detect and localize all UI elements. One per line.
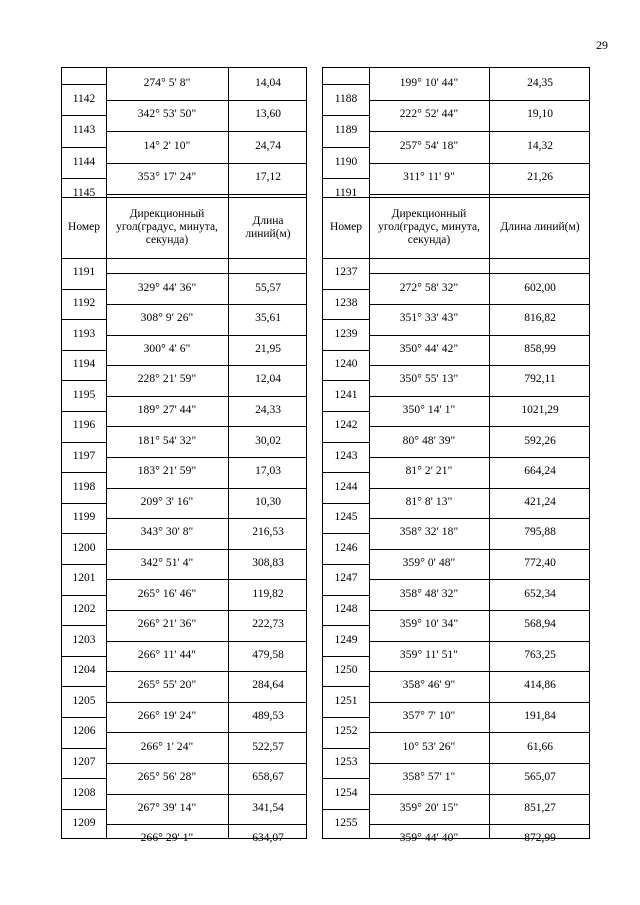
segment-angle: 359° 10' 34" <box>399 618 459 631</box>
top-length: 13,60 <box>255 108 281 121</box>
segment-divider <box>106 426 306 427</box>
segment-angle: 308° 9' 26" <box>140 312 194 325</box>
point-divider <box>62 380 106 381</box>
point-divider <box>62 533 106 534</box>
segment-divider <box>106 273 306 274</box>
column-divider <box>369 68 370 838</box>
segment-angle: 183° 21' 59" <box>137 465 197 478</box>
segment-angle: 10° 53' 26" <box>402 740 456 753</box>
segment-divider <box>369 457 589 458</box>
point-divider <box>323 778 369 779</box>
top-length: 17,12 <box>255 171 281 184</box>
segment-angle: 265° 56' 28" <box>137 771 197 784</box>
point-number: 1191 <box>72 266 96 279</box>
point-number: 1240 <box>334 358 358 371</box>
point-number: 1244 <box>334 480 358 493</box>
segment-divider <box>369 396 589 397</box>
segment-length: 21,95 <box>255 342 281 355</box>
point-number: 1143 <box>72 124 96 136</box>
segment-angle: 358° 48' 32" <box>399 587 459 600</box>
segment-divider <box>106 457 306 458</box>
segment-divider <box>369 335 589 336</box>
segment-length: 772,40 <box>524 557 556 569</box>
segment-divider <box>106 488 306 489</box>
point-number: 1201 <box>72 572 96 585</box>
segment-length: 24,33 <box>255 404 281 416</box>
segment-length: 10,30 <box>255 495 281 508</box>
segment-angle: 266° 21' 36" <box>137 618 197 631</box>
point-divider <box>323 178 369 179</box>
point-number: 1142 <box>72 92 96 105</box>
point-number: 1204 <box>72 664 96 677</box>
segment-divider <box>106 671 306 672</box>
top-angle: 353° 17' 24" <box>137 171 197 184</box>
segment-length: 308,83 <box>252 557 284 569</box>
segment-length: 61,66 <box>527 740 553 753</box>
segment-divider <box>369 794 589 795</box>
segment-divider <box>106 549 306 550</box>
top-length: 24,74 <box>255 139 281 152</box>
segment-angle: 80° 48' 39" <box>402 434 456 447</box>
point-number: 1246 <box>334 541 358 554</box>
segment-length: 479,58 <box>252 648 284 661</box>
segment-length: 634,07 <box>252 832 284 845</box>
point-divider <box>323 380 369 381</box>
point-number: 1241 <box>334 388 358 401</box>
segment-divider <box>369 579 589 580</box>
column-divider <box>489 68 490 838</box>
segment-angle: 189° 27' 44" <box>137 404 197 416</box>
top-angle: 14° 2' 10" <box>143 139 191 152</box>
segment-length: 568,94 <box>524 618 556 631</box>
segment-length: 592,26 <box>524 434 556 447</box>
left-coordinates-table <box>61 67 307 845</box>
segment-angle: 359° 20' 15" <box>399 801 459 814</box>
segment-divider <box>369 365 589 366</box>
point-divider <box>323 503 369 504</box>
segment-length: 652,34 <box>524 587 556 600</box>
segment-divider <box>369 732 589 733</box>
point-divider <box>323 717 369 718</box>
segment-divider <box>369 518 589 519</box>
header-angle: Дирекционный угол(градус, минута, секунда) <box>116 208 218 246</box>
point-number: 1205 <box>72 694 96 707</box>
point-divider <box>62 289 106 290</box>
point-number: 1190 <box>334 155 358 168</box>
segment-divider <box>106 579 306 580</box>
point-number: 1245 <box>334 511 358 524</box>
top-length: 21,26 <box>527 171 553 184</box>
point-number: 1145 <box>72 187 96 199</box>
segment-divider <box>106 131 306 132</box>
segment-divider <box>106 702 306 703</box>
point-divider <box>323 564 369 565</box>
segment-angle: 351° 33' 43" <box>399 312 459 325</box>
point-number: 1189 <box>334 124 358 136</box>
top-length: 24,35 <box>527 76 553 89</box>
segment-divider <box>369 304 589 305</box>
point-number: 1192 <box>72 296 96 309</box>
point-number: 1199 <box>72 511 96 524</box>
segment-length: 222,73 <box>252 618 284 631</box>
point-number: 1209 <box>72 817 96 830</box>
segment-length: 414,86 <box>524 679 556 692</box>
point-divider <box>323 115 369 116</box>
column-divider <box>228 68 229 838</box>
point-divider <box>62 319 106 320</box>
segment-angle: 81° 8' 13" <box>405 495 453 508</box>
segment-angle: 329° 44' 36" <box>137 281 197 294</box>
point-divider <box>323 686 369 687</box>
segment-divider <box>369 131 589 132</box>
segment-divider <box>106 794 306 795</box>
point-number: 1195 <box>72 388 96 401</box>
point-divider <box>323 319 369 320</box>
segment-divider <box>369 549 589 550</box>
segment-length: 35,61 <box>255 312 281 325</box>
column-divider <box>106 68 107 838</box>
segment-divider <box>106 335 306 336</box>
point-divider <box>62 411 106 412</box>
segment-angle: 181° 54' 32" <box>137 434 197 447</box>
point-divider <box>62 178 106 179</box>
point-number: 1255 <box>334 817 358 830</box>
point-divider <box>323 350 369 351</box>
point-number: 1144 <box>72 155 96 168</box>
segment-divider <box>369 163 589 164</box>
point-divider <box>323 289 369 290</box>
segment-length: 664,24 <box>524 465 556 478</box>
segment-length: 421,24 <box>524 495 556 508</box>
segment-divider <box>106 763 306 764</box>
segment-angle: 343° 30' 8" <box>140 526 194 539</box>
point-divider <box>323 442 369 443</box>
point-number: 1252 <box>334 725 358 738</box>
point-number: 1242 <box>334 419 358 432</box>
segment-angle: 359° 11' 51" <box>399 648 459 661</box>
segment-divider <box>106 518 306 519</box>
header-number: Номер <box>330 221 362 233</box>
point-number: 1206 <box>72 725 96 738</box>
top-angle: 257° 54' 18" <box>399 139 459 152</box>
point-divider <box>62 503 106 504</box>
segment-length: 795,88 <box>524 526 556 539</box>
point-number: 1202 <box>72 602 96 615</box>
segment-length: 191,84 <box>524 710 556 722</box>
segment-angle: 267° 39' 14" <box>137 801 197 814</box>
top-length: 14,04 <box>255 76 281 89</box>
segment-length: 858,99 <box>524 342 556 355</box>
segment-angle: 272° 58' 32" <box>399 281 459 294</box>
point-divider <box>323 472 369 473</box>
segment-angle: 300° 4' 6" <box>143 342 191 355</box>
point-divider <box>323 84 369 85</box>
point-number: 1253 <box>334 755 358 768</box>
top-angle: 199° 10' 44" <box>399 76 459 89</box>
point-divider <box>62 564 106 565</box>
point-divider <box>323 656 369 657</box>
point-number: 1198 <box>72 480 96 493</box>
point-number: 1254 <box>334 786 358 799</box>
segment-length: 522,57 <box>252 740 284 753</box>
segment-length: 602,00 <box>524 281 556 294</box>
segment-length: 851,27 <box>524 801 556 814</box>
segment-divider <box>369 488 589 489</box>
segment-divider <box>369 610 589 611</box>
segment-divider <box>369 671 589 672</box>
point-number: 1208 <box>72 786 96 799</box>
segment-length: 1021,29 <box>521 404 559 416</box>
segment-length: 12,04 <box>255 373 281 386</box>
top-length: 19,10 <box>527 108 553 121</box>
segment-angle: 265° 16' 46" <box>137 587 197 600</box>
segment-angle: 350° 14' 1" <box>402 404 456 416</box>
segment-angle: 359° 44' 40" <box>399 832 459 845</box>
segment-divider <box>369 273 589 274</box>
point-divider <box>323 625 369 626</box>
point-divider <box>62 350 106 351</box>
point-number: 1250 <box>334 664 358 677</box>
page-number: 29 <box>596 38 608 52</box>
point-number: 1238 <box>334 296 358 309</box>
point-number: 1239 <box>334 327 358 340</box>
point-divider <box>323 809 369 810</box>
point-number: 1197 <box>72 449 96 462</box>
segment-angle: 357° 7' 10" <box>402 710 456 722</box>
segment-divider <box>106 824 306 825</box>
point-divider <box>62 147 106 148</box>
point-divider <box>323 147 369 148</box>
segment-divider <box>369 702 589 703</box>
point-number: 1243 <box>334 449 358 462</box>
point-number: 1196 <box>72 419 96 432</box>
point-divider <box>62 442 106 443</box>
top-angle: 274° 5' 8" <box>143 76 191 89</box>
point-divider <box>62 625 106 626</box>
point-divider <box>323 595 369 596</box>
segment-length: 763,25 <box>524 648 556 661</box>
point-number: 1249 <box>334 633 358 646</box>
point-number: 1207 <box>72 755 96 768</box>
segment-length: 284,64 <box>252 679 284 692</box>
segment-divider <box>106 641 306 642</box>
segment-length: 341,54 <box>252 801 284 814</box>
segment-divider <box>369 641 589 642</box>
point-number: 1251 <box>334 694 358 707</box>
segment-angle: 342° 51' 4" <box>140 557 194 569</box>
segment-length: 489,53 <box>252 710 284 722</box>
segment-divider <box>369 763 589 764</box>
segment-divider <box>106 732 306 733</box>
segment-length: 17,03 <box>255 465 281 478</box>
segment-angle: 350° 44' 42" <box>399 342 459 355</box>
segment-angle: 350° 55' 13" <box>399 373 459 386</box>
segment-divider <box>106 396 306 397</box>
right-coordinates-table <box>322 67 590 845</box>
segment-angle: 358° 57' 1" <box>402 771 456 784</box>
segment-divider <box>106 194 306 195</box>
point-divider <box>62 809 106 810</box>
segment-divider <box>369 426 589 427</box>
segment-divider <box>106 610 306 611</box>
header-number: Номер <box>68 221 100 233</box>
segment-length: 565,07 <box>524 771 556 784</box>
point-number: 1191 <box>334 187 358 199</box>
point-number: 1200 <box>72 541 96 554</box>
top-angle: 311° 11' 9" <box>403 171 455 184</box>
point-divider <box>62 115 106 116</box>
segment-angle: 209° 3' 16" <box>140 495 194 508</box>
segment-angle: 358° 32' 18" <box>399 526 459 539</box>
top-angle: 222° 52' 44" <box>399 108 459 121</box>
segment-length: 792,11 <box>524 373 556 386</box>
segment-length: 658,67 <box>252 771 284 784</box>
segment-length: 119,82 <box>252 587 284 600</box>
segment-length: 30,02 <box>255 434 281 447</box>
header-length: Длина линий(м) <box>245 214 291 240</box>
segment-length: 872,99 <box>524 832 556 845</box>
point-divider <box>62 595 106 596</box>
segment-divider <box>106 163 306 164</box>
top-angle: 342° 53' 50" <box>137 108 197 121</box>
segment-length: 816,82 <box>524 312 556 325</box>
point-number: 1237 <box>334 266 358 279</box>
header-length: Длина линий(м) <box>500 221 580 233</box>
point-divider <box>62 472 106 473</box>
top-length: 14,32 <box>527 139 553 152</box>
point-number: 1193 <box>72 327 96 340</box>
point-divider <box>62 686 106 687</box>
segment-angle: 266° 29' 1" <box>140 832 194 845</box>
point-divider <box>62 778 106 779</box>
point-number: 1247 <box>334 572 358 585</box>
point-divider <box>323 411 369 412</box>
header-angle: Дирекционный угол(градус, минута, секунда) <box>378 208 480 246</box>
segment-divider <box>369 100 589 101</box>
point-divider <box>62 717 106 718</box>
segment-divider <box>369 824 589 825</box>
segment-angle: 358° 46' 9" <box>402 679 456 692</box>
point-number: 1194 <box>72 358 96 371</box>
segment-divider <box>106 100 306 101</box>
segment-angle: 228° 21' 59" <box>137 373 197 386</box>
segment-length: 216,53 <box>252 526 284 539</box>
point-number: 1203 <box>72 633 96 646</box>
point-divider <box>62 656 106 657</box>
point-divider <box>323 748 369 749</box>
header-divider <box>62 258 306 259</box>
point-divider <box>62 84 106 85</box>
segment-angle: 359° 0' 48" <box>402 557 456 569</box>
segment-length: 55,57 <box>255 281 281 294</box>
header-divider <box>323 258 589 259</box>
segment-angle: 265° 55' 20" <box>137 679 197 692</box>
point-divider <box>62 748 106 749</box>
segment-divider <box>106 304 306 305</box>
point-number: 1248 <box>334 602 358 615</box>
point-number: 1188 <box>334 92 358 105</box>
segment-divider <box>106 365 306 366</box>
segment-angle: 266° 11' 44" <box>137 648 197 661</box>
segment-angle: 266° 1' 24" <box>140 740 194 753</box>
segment-divider <box>369 194 589 195</box>
segment-angle: 266° 19' 24" <box>137 710 197 722</box>
segment-angle: 81° 2' 21" <box>405 465 453 478</box>
point-divider <box>323 533 369 534</box>
